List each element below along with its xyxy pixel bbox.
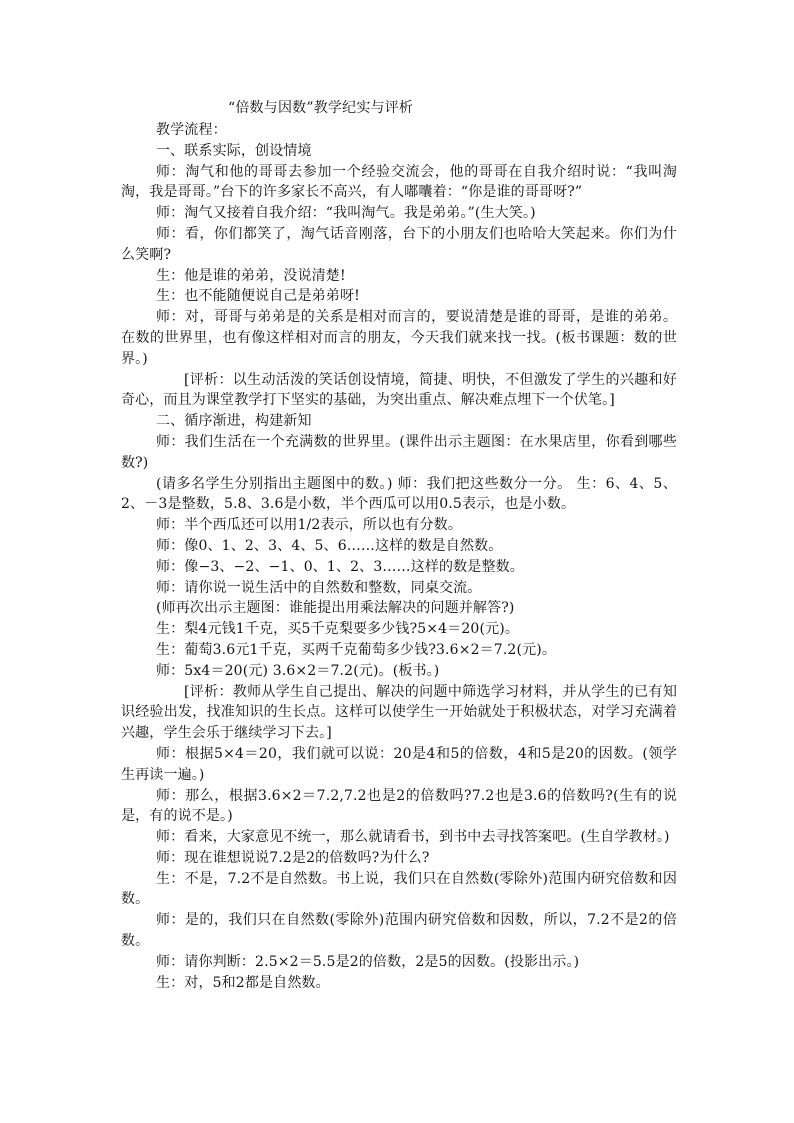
paragraph: (师再次出示主题图：谁能提出用乘法解决的问题并解答?)	[156, 600, 515, 617]
document-title: “倍数与因数”教学纪实与评析	[228, 100, 414, 116]
paragraph: 生：不是，7.2不是自然数。书上说，我们只在自然数(零除外)范围内研究倍数和因数。	[121, 870, 677, 908]
paragraph: 师：看，你们都笑了，淘气话音刚落，台下的小朋友们也哈哈大笑起来。你们为什么笑啊?	[121, 225, 677, 263]
paragraph: 师：请你说一说生活中的自然数和整数，同桌交流。	[156, 579, 482, 596]
paragraph: 师：我们生活在一个充满数的世界里。(课件出示主题图：在水果店里，你看到哪些数?)	[121, 433, 677, 471]
paragraph: 师：像−3、−2、−1、0、1、2、3……这样的数是整数。	[156, 558, 524, 575]
paragraph: (请多名学生分别指出主题图中的数。) 师：我们把这些数分一分。 生：6、4、5、2、－3是整数，5.8、3.6是小数，半个西瓜可以用0.5表示，也是小数。	[121, 475, 677, 513]
paragraph: 生：葡萄3.6元1千克，买两千克葡萄多少钱?3.6×2＝7.2(元)。	[156, 641, 557, 658]
review-note: [评析：以生动活泼的笑话创设情境，简捷、明快，不但激发了学生的兴趣和好奇心，而且为课堂教学打下坚实的基础，为突出重点、解决难点埋下一个伏笔。]	[121, 371, 677, 409]
paragraph: 师：看来，大家意见不统一，那么就请看书，到书中去寻找答案吧。(生自学教材。)	[156, 829, 670, 846]
paragraph: 生：也不能随便说自己是弟弟呀!	[156, 288, 360, 305]
paragraph: 师：是的，我们只在自然数(零除外)范围内研究倍数和因数，所以，7.2不是2的倍数。	[121, 912, 677, 950]
paragraph: 师：那么，根据3.6×2＝7.2,7.2也是2的倍数吗?7.2也是3.6的倍数吗?(生有的说是，有的说不是。)	[121, 787, 677, 825]
section-heading: 一、联系实际，创设情境	[156, 142, 312, 159]
paragraph: 生：对，5和2都是自然数。	[156, 974, 330, 991]
paragraph: 教学流程：	[156, 122, 227, 138]
section-heading: 二、循序渐进，构建新知	[156, 413, 312, 430]
paragraph: 师：5x4＝20(元) 3.6×2＝7.2(元)。(板书。)	[156, 662, 440, 679]
paragraph: 师：根据5×4＝20，我们就可以说：20是4和5的倍数，4和5是20的因数。(领学生再读一遍。)	[121, 745, 677, 783]
paragraph: 师：请你判断：2.5×2＝5.5是2的倍数，2是5的因数。(投影出示。)	[156, 953, 580, 970]
document-body	[121, 120, 677, 993]
paragraph: 师：淘气和他的哥哥去参加一个经验交流会，他的哥哥在自我介绍时说：“我叫淘淘，我是哥哥。”台下的许多家长不高兴，有人嘟囔着：“你是谁的哥哥呀?”	[121, 163, 677, 201]
paragraph: 生：他是谁的弟弟，没说清楚!	[156, 267, 346, 284]
paragraph: 师：像0、1、2、3、4、5、6……这样的数是自然数。	[156, 537, 503, 554]
paragraph: 师：淘气又接着自我介绍：“我叫淘气。我是弟弟。”(生大笑。)	[156, 205, 536, 222]
paragraph: 生：梨4元钱1千克，买5千克梨要多少钱?5×4＝20(元)。	[156, 621, 520, 638]
review-note: [评析：教师从学生自己提出、解决的问题中筛选学习材料，并从学生的已有知识经验出发，找准知识的生长点。这样可以使学生一开始就处于积极状态，对学习充满着兴趣，学生会乐于继续学习下去。]	[121, 683, 677, 742]
paragraph: 师：对，哥哥与弟弟是的关系是相对而言的，要说清楚是谁的哥哥，是谁的弟弟。在数的世界里，也有像这样相对而言的朋友，今天我们就来找一找。(板书课题：数的世界。)	[121, 309, 677, 367]
paragraph: 师：现在谁想说说7.2是2的倍数吗?为什么?	[156, 849, 430, 866]
paragraph: 师：半个西瓜还可以用1/2表示，所以也有分数。	[156, 517, 462, 534]
